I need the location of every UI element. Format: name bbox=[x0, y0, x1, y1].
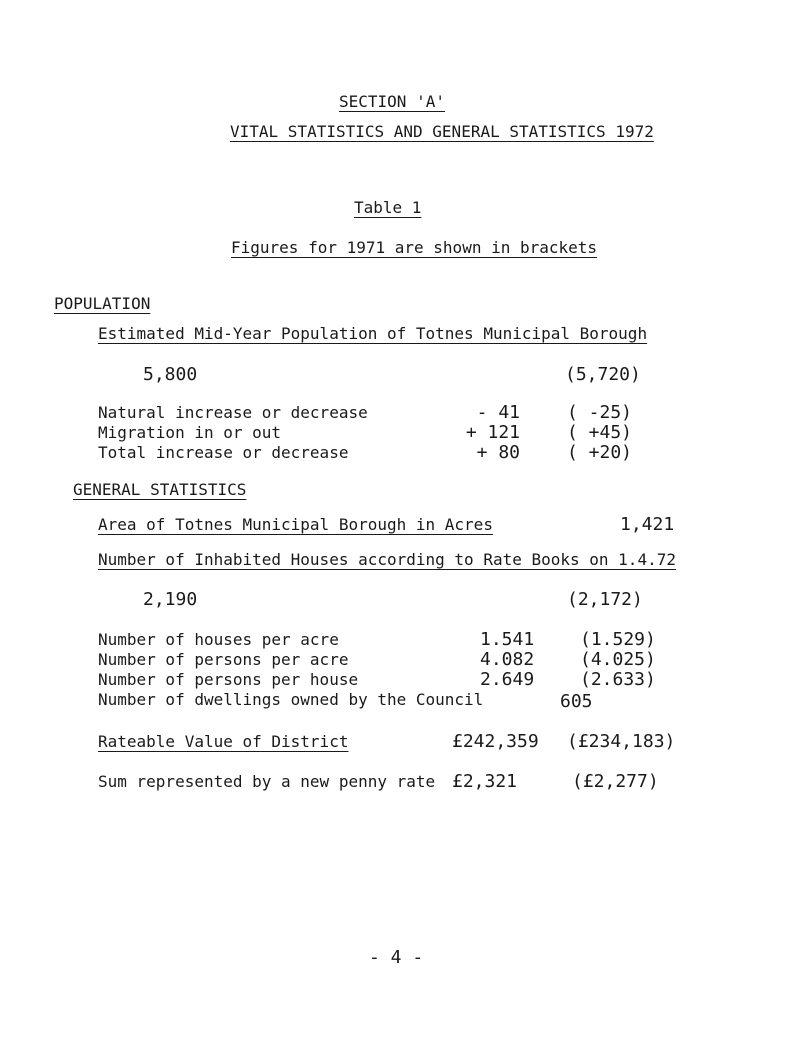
population-value: 5,800 bbox=[143, 364, 198, 385]
rateable-value-prev: (£234,183) bbox=[567, 731, 676, 752]
brackets-note: Figures for 1971 are shown in brackets bbox=[231, 238, 598, 257]
total-increase-label: Total increase or decrease bbox=[98, 443, 349, 462]
total-increase-value: + 80 bbox=[476, 442, 520, 463]
migration-prev: ( +45) bbox=[567, 422, 633, 443]
population-subheading: Estimated Mid-Year Population of Totnes Municipal Borough bbox=[98, 324, 648, 343]
document-title: VITAL STATISTICS AND GENERAL STATISTICS 1972 bbox=[230, 122, 654, 141]
houses-per-acre-label: Number of houses per acre bbox=[98, 630, 339, 649]
migration-value: + 121 bbox=[465, 422, 520, 443]
natural-increase-value: - 41 bbox=[476, 402, 520, 423]
houses-per-acre-prev: (1.529) bbox=[580, 629, 656, 650]
dwellings-label: Number of dwellings owned by the Council bbox=[98, 690, 484, 709]
persons-per-house-prev: (2.633) bbox=[580, 669, 656, 690]
houses-per-acre-value: 1.541 bbox=[480, 629, 535, 650]
migration-label: Migration in or out bbox=[98, 423, 282, 442]
rateable-value-label: Rateable Value of District bbox=[98, 732, 349, 751]
penny-rate-label: Sum represented by a new penny rate bbox=[98, 772, 436, 791]
total-increase-prev: ( +20) bbox=[567, 442, 633, 463]
persons-per-acre-label: Number of persons per acre bbox=[98, 650, 349, 669]
general-statistics-heading: GENERAL STATISTICS bbox=[73, 480, 247, 499]
population-heading: POPULATION bbox=[54, 294, 151, 313]
houses-value: 2,190 bbox=[143, 589, 198, 610]
area-label: Area of Totnes Municipal Borough in Acres bbox=[98, 515, 493, 534]
persons-per-house-value: 2.649 bbox=[480, 669, 535, 690]
population-prev: (5,720) bbox=[565, 364, 641, 385]
natural-increase-prev: ( -25) bbox=[567, 402, 633, 423]
houses-label: Number of Inhabited Houses according to Rate Books on 1.4.72 bbox=[98, 550, 676, 569]
table-label: Table 1 bbox=[354, 198, 422, 217]
persons-per-acre-prev: (4.025) bbox=[580, 649, 656, 670]
area-value: 1,421 bbox=[620, 514, 675, 535]
persons-per-house-label: Number of persons per house bbox=[98, 670, 359, 689]
penny-rate-value: £2,321 bbox=[452, 771, 518, 792]
natural-increase-label: Natural increase or decrease bbox=[98, 403, 368, 422]
rateable-value: £242,359 bbox=[452, 731, 539, 752]
section-heading: SECTION 'A' bbox=[339, 92, 445, 111]
penny-rate-prev: (£2,277) bbox=[572, 771, 659, 792]
dwellings-value: 605 bbox=[560, 691, 593, 712]
persons-per-acre-value: 4.082 bbox=[480, 649, 535, 670]
houses-prev: (2,172) bbox=[567, 589, 643, 610]
page-number: - 4 - bbox=[369, 947, 424, 968]
